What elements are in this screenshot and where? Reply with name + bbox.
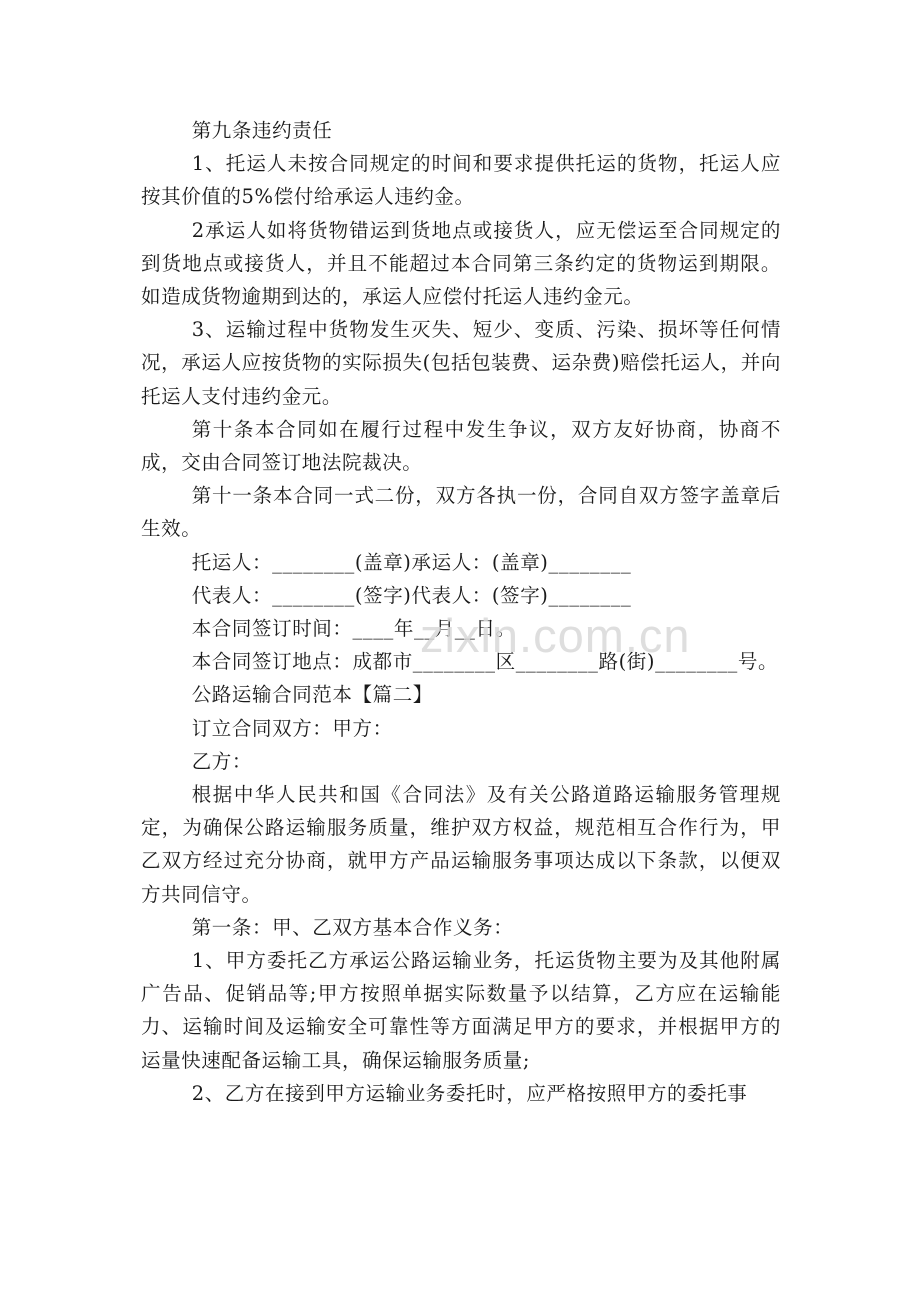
article-9-clause-1: 1、托运人未按合同规定的时间和要求提供托运的货物，托运人应按其价值的5%偿付给承运人违约金。 [141, 152, 781, 209]
article-10: 第十条本合同如在履行过程中发生争议，双方友好协商，协商不成，交由合同签订地法院裁决。 [141, 417, 781, 475]
document-body [141, 114, 781, 1110]
article-1-clause-1: 1、甲方委托乙方承运公路运输业务，托运货物主要为及其他附属广告品、促销品等;甲方按照单据实际数量予以结算，乙方应在运输能力、运输时间及运输安全可靠性等方面满足甲方的要求，并根据甲方的运量快速配备运输工具，确保运输服务质量; [141, 949, 781, 1072]
site-watermark: zixin.com.cn [420, 609, 691, 662]
representative-signature-line: 代表人：________(签字)代表人：(签字)________ [191, 583, 632, 607]
signing-date-line: 本合同签订时间：____年__月__日。 [191, 617, 516, 641]
article-1-clause-2: 2、乙方在接到甲方运输业务委托时，应严格按照甲方的委托事 [191, 1081, 748, 1105]
article-9-clause-3: 3、运输过程中货物发生灭失、短少、变质、污染、损坏等任何情况，承运人应按货物的实际损失(包括包装费、运杂费)赔偿托运人，并向托运人支付违约金元。 [141, 318, 781, 408]
preamble-paragraph: 根据中华人民共和国《合同法》及有关公路道路运输服务管理规定，为确保公路运输服务质量，维护双方权益，规范相互合作行为，甲乙双方经过充分协商，就甲方产品运输服务事项达成以下条款，以便双方共同信守。 [141, 783, 781, 906]
article-9-title: 第九条违约责任 [191, 119, 333, 142]
parties-line-party-a: 订立合同双方：甲方： [191, 716, 393, 740]
article-9-clause-2: 2承运人如将货物错运到货地点或接货人，应无偿运至合同规定的到货地点或接货人，并且不能超过本合同第三条约定的货物运到期限。如造成货物逾期到达的，承运人应偿付托运人违约金元。 [141, 218, 781, 309]
section-title-part-two: 公路运输合同范本【篇二】 [191, 683, 433, 707]
signing-location-line: 本合同签订地点：成都市________区________路(街)________号。 [191, 650, 779, 674]
shipper-signature-line: 托运人：________(盖章)承运人：(盖章)________ [191, 550, 632, 574]
parties-line-party-b: 乙方： [191, 749, 252, 773]
article-11: 第十一条本合同一式二份，双方各执一份，合同自双方签字盖章后生效。 [141, 484, 781, 541]
article-1-title: 第一条：甲、乙双方基本合作义务： [191, 915, 514, 939]
